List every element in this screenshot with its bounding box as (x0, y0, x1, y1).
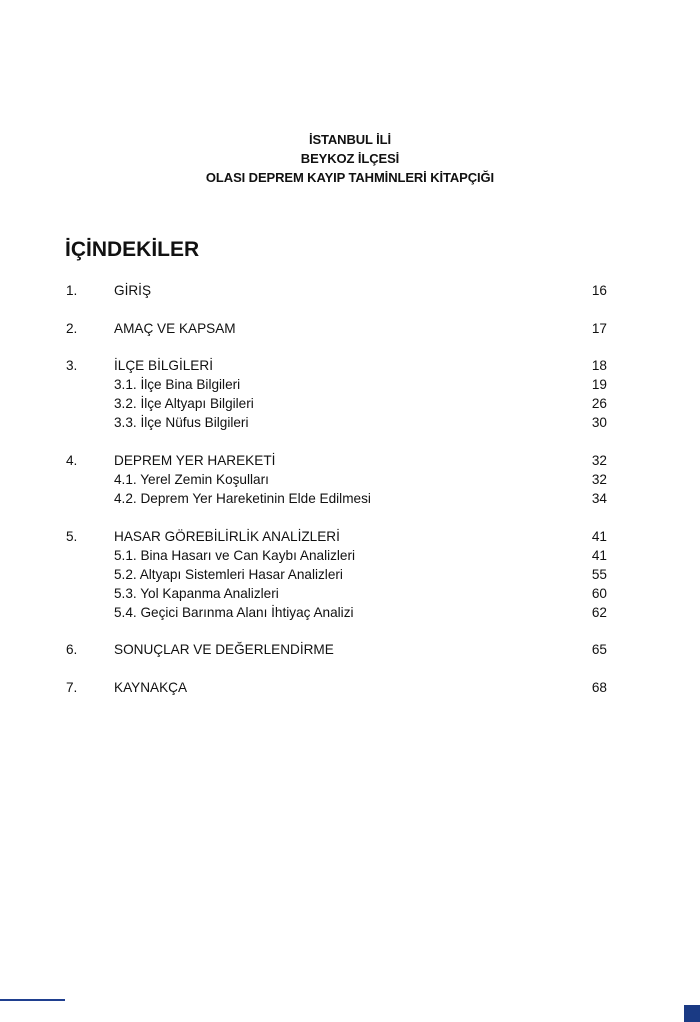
toc-section-label: GİRİŞ (114, 283, 152, 298)
toc-page-number: 19 (591, 377, 607, 393)
toc-subsection-label: 3.1. İlçe Bina Bilgileri (114, 377, 241, 393)
header-line-province: İSTANBUL İLİ (308, 132, 392, 147)
toc-subsection-label: 5.3. Yol Kapanma Analizleri (114, 585, 279, 601)
toc-subsection-row[interactable] (66, 394, 607, 413)
toc-subsection-row[interactable] (66, 375, 607, 394)
toc-page-number: 26 (591, 396, 607, 412)
toc-section-number: 7. (66, 680, 78, 696)
toc-section-number: 6. (66, 642, 78, 658)
toc-subsection-label: 4.2. Deprem Yer Hareketinin Elde Edilmesi (114, 491, 371, 507)
toc-subsection-label: 5.2. Altyapı Sistemleri Hasar Analizleri (114, 566, 343, 582)
toc-subsection-row[interactable] (66, 413, 607, 432)
toc-subsection-row[interactable] (66, 584, 607, 603)
toc-subsection-label: 3.3. İlçe Nüfus Bilgileri (114, 415, 249, 431)
toc-page-number: 65 (591, 642, 607, 658)
toc-subsection-label: 4.1. Yerel Zemin Koşulları (114, 472, 269, 488)
toc-page-number: 41 (591, 528, 607, 544)
toc-section-label: AMAÇ VE KAPSAM (114, 320, 236, 336)
toc-subsection-label: 5.4. Geçici Barınma Alanı İhtiyaç Analizi (114, 604, 354, 620)
toc-subsection-row[interactable] (66, 470, 607, 489)
header-line-booklet-title: OLASI DEPREM KAYIP TAHMİNLERİ KİTAPÇIĞI (205, 170, 495, 185)
toc-subsection-row[interactable] (66, 565, 607, 584)
toc-page-number: 62 (591, 604, 607, 620)
footer-rule (0, 999, 65, 1001)
toc-section-label: İLÇE BİLGİLERİ (114, 358, 213, 374)
toc-page-number: 68 (591, 680, 607, 696)
toc-section-number: 4. (66, 453, 78, 469)
toc-section-number: 3. (66, 358, 78, 374)
toc-section-label: KAYNAKÇA (114, 680, 188, 696)
toc-subsection-label: 5.1. Bina Hasarı ve Can Kaybı Analizleri (114, 547, 356, 563)
toc-section-number: 1. (66, 283, 78, 298)
toc-section-label: HASAR GÖREBİLİRLİK ANALİZLERİ (114, 528, 340, 544)
toc-title: İÇİNDEKİLER (65, 238, 200, 261)
toc-page-number: 34 (591, 491, 607, 507)
toc-section-row[interactable] (66, 527, 607, 546)
table-of-contents (66, 281, 607, 697)
toc-subsection-row[interactable] (66, 489, 607, 508)
toc-page-number: 17 (591, 320, 607, 336)
toc-section-number: 5. (66, 528, 78, 544)
toc-subsection-row[interactable] (66, 546, 607, 565)
toc-section-row[interactable] (66, 451, 607, 470)
document-header (0, 130, 700, 187)
toc-subsection-label: 3.2. İlçe Altyapı Bilgileri (114, 396, 254, 412)
toc-section-number: 2. (66, 320, 78, 336)
header-line-district: BEYKOZ İLÇESİ (300, 151, 400, 166)
toc-page-number: 60 (591, 585, 607, 601)
toc-page-number: 30 (591, 415, 607, 431)
toc-page-number: 55 (591, 566, 607, 582)
toc-page-number: 32 (591, 453, 607, 469)
corner-accent-block (684, 1005, 700, 1022)
toc-section-row[interactable] (66, 319, 607, 338)
toc-section-row[interactable] (66, 678, 607, 697)
toc-page-number: 32 (591, 472, 607, 488)
toc-page-number: 18 (591, 358, 607, 374)
toc-page-number: 16 (591, 283, 607, 298)
toc-section-row[interactable] (66, 640, 607, 659)
toc-page-number: 41 (591, 547, 607, 563)
toc-section-row[interactable] (66, 281, 607, 300)
toc-subsection-row[interactable] (66, 603, 607, 622)
toc-section-row[interactable] (66, 356, 607, 375)
toc-section-label: DEPREM YER HAREKETİ (114, 453, 276, 469)
toc-section-label: SONUÇLAR VE DEĞERLENDİRME (114, 642, 334, 658)
